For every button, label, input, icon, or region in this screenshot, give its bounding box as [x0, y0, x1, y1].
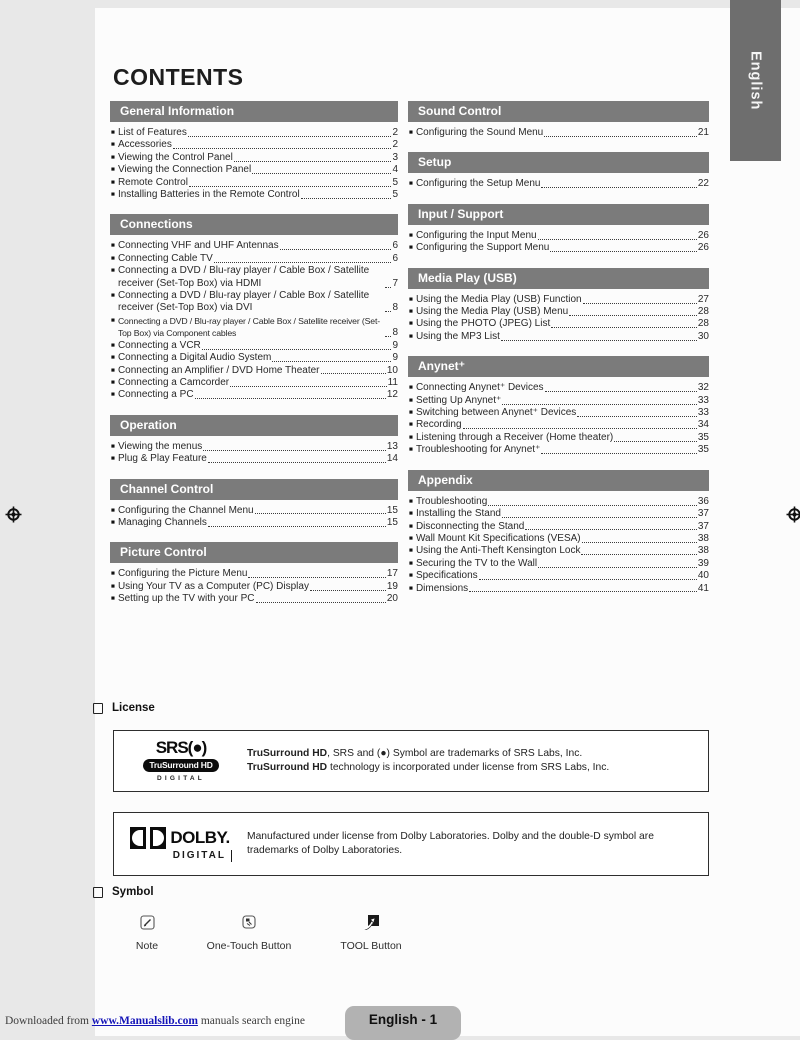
bullet-icon: ■: [409, 421, 413, 429]
toc-entry-title: Securing the TV to the Wall: [415, 557, 538, 569]
symbol-label: One-Touch Button: [206, 940, 292, 952]
manualslib-link[interactable]: www.Manualslib.com: [91, 1015, 198, 1027]
toc-entry-title: Connecting an Amplifier / DVD Home Theater: [117, 364, 320, 376]
dot-leader: [203, 450, 386, 451]
dot-leader: [545, 391, 697, 392]
toc-entry: [408, 127, 709, 139]
toc-entry-title: Specifications: [415, 570, 478, 582]
toc-entry: [110, 253, 398, 265]
dot-leader: [581, 554, 696, 555]
page-number: 37: [697, 508, 709, 520]
dot-leader: [502, 404, 697, 405]
page-number: 28: [697, 318, 709, 330]
section-header: Anynet⁺: [408, 356, 709, 377]
dot-leader: [248, 577, 385, 578]
srs-logo-text: SRS(●): [155, 738, 207, 758]
toc-entry: [408, 583, 709, 595]
toc-entry-title: Configuring the Setup Menu: [415, 178, 541, 190]
toc-entry: [408, 444, 709, 456]
toc-entry: [110, 389, 398, 401]
toc-entry-title: Troubleshooting: [415, 495, 488, 507]
dot-leader: [502, 517, 697, 518]
toc-entry: [408, 230, 709, 242]
dot-leader: [255, 513, 386, 514]
language-tab-label: English: [747, 50, 764, 111]
page-number: 34: [697, 419, 709, 431]
toc-entry: [110, 164, 398, 176]
section-header: Setup: [408, 152, 709, 173]
dot-leader: [525, 529, 697, 530]
srs-line1-bold: TruSurround HD: [247, 747, 328, 759]
page-number: 26: [697, 229, 709, 241]
dolby-digital-label: DIGITAL: [173, 850, 232, 862]
dot-leader: [214, 262, 392, 263]
page-number: 38: [697, 532, 709, 544]
toc-entry-title: Viewing the menus: [117, 440, 203, 452]
section-header: Connections: [110, 214, 398, 235]
toc-entry-title: Connecting a Digital Audio System: [117, 352, 272, 364]
toc-entry: [110, 441, 398, 453]
dot-leader: [614, 441, 697, 442]
page-number: 15: [386, 516, 398, 528]
section-header: Appendix: [408, 470, 709, 491]
bullet-icon: ■: [111, 242, 115, 250]
toc-entry: [110, 127, 398, 139]
toc-entry: [408, 521, 709, 533]
page-number: 2: [392, 139, 398, 151]
toc-entry: [408, 407, 709, 419]
toc-section: [408, 356, 709, 456]
dot-leader: [479, 579, 697, 580]
toc-entry: [110, 189, 398, 201]
toc-entry-title: Connecting Anynet⁺ Devices: [415, 382, 544, 394]
toc-entry-title: Connecting a DVD / Blu-ray player / Cable Box / Satellite receiver (Set-Top Box) via HDMI: [117, 265, 370, 289]
symbol-heading: [93, 886, 154, 898]
section-header: Picture Control: [110, 542, 398, 563]
toc-entry-title: Setting Up Anynet⁺: [415, 394, 502, 406]
page-number: 27: [697, 293, 709, 305]
toc-section: [408, 204, 709, 255]
toc-entry-title: Troubleshooting for Anynet⁺: [415, 444, 541, 456]
watermark: [5, 1015, 305, 1027]
dot-leader: [272, 361, 391, 362]
bullet-icon: ■: [409, 497, 413, 505]
toc-entry: [110, 505, 398, 517]
dot-leader: [550, 251, 697, 252]
dot-leader: [463, 428, 697, 429]
toc-entry: [110, 377, 398, 389]
page-number: 3: [392, 151, 398, 163]
toc-entry-title: Connecting VHF and UHF Antennas: [117, 240, 279, 252]
page-number: 35: [697, 431, 709, 443]
toc-entry: [110, 152, 398, 164]
page-number: 6: [392, 252, 398, 264]
dot-leader: [256, 602, 386, 603]
toc-entry-title: Plug & Play Feature: [117, 453, 207, 465]
dot-leader: [569, 315, 697, 316]
page-number: 8: [392, 302, 398, 314]
page-number: 26: [697, 242, 709, 254]
registration-mark-icon: [5, 506, 22, 523]
bullet-icon: ■: [409, 332, 413, 340]
toc-entry-title: Using the MP3 List: [415, 330, 500, 342]
toc-entry-title: Connecting a Camcorder: [117, 376, 230, 388]
toc-entry: [110, 315, 398, 340]
page-number: 5: [392, 176, 398, 188]
toc-entry: [408, 382, 709, 394]
toc-entry: [110, 581, 398, 593]
page-number: 35: [697, 444, 709, 456]
page-number-label: English - 1: [368, 1012, 438, 1027]
toc-entry: [408, 178, 709, 190]
symbol-item-tool: [318, 914, 424, 952]
section-header: Input / Support: [408, 204, 709, 225]
section-header: Channel Control: [110, 479, 398, 500]
page-number: 32: [697, 382, 709, 394]
tool-icon: [363, 914, 380, 930]
bullet-icon: ■: [111, 267, 115, 275]
page-number: 21: [697, 127, 709, 138]
page-number: 39: [697, 557, 709, 569]
dolby-license-box: [113, 812, 709, 876]
watermark-suffix: manuals search engine: [197, 1015, 305, 1027]
dolby-logo-text: DOLBY.: [170, 827, 230, 847]
bullet-icon: ■: [111, 292, 115, 300]
page-number: 7: [392, 277, 398, 289]
page-number: 12: [386, 389, 398, 401]
toc-entry-title: Accessories: [117, 139, 172, 151]
page-number: 2: [392, 127, 398, 138]
page-number: 9: [392, 339, 398, 351]
toc-entry-title: Recording: [415, 419, 462, 431]
page-number: 36: [697, 495, 709, 507]
bullet-icon: ■: [409, 433, 413, 441]
toc-entry: [408, 508, 709, 520]
bullet-icon: ■: [111, 178, 115, 186]
dot-leader: [469, 591, 697, 592]
one-touch-icon: [242, 914, 256, 930]
bullet-icon: ■: [409, 320, 413, 328]
toc-section: [110, 479, 398, 530]
toc-section: [110, 415, 398, 466]
toc-section: [408, 268, 709, 344]
dot-leader: [541, 453, 697, 454]
dot-leader: [252, 173, 391, 174]
dolby-license-text: Manufactured under license from Dolby Laboratories. Dolby and the double-D symbol are trademarks of Dolby Laboratories.: [247, 830, 654, 856]
page-number: 17: [386, 568, 398, 580]
toc-entry-title: Using the Media Play (USB) Menu: [415, 306, 569, 318]
page-number: 22: [697, 178, 709, 190]
toc-entry-title: Viewing the Connection Panel: [117, 164, 252, 176]
bullet-icon: ■: [111, 316, 115, 324]
dot-leader: [173, 148, 392, 149]
dot-leader: [280, 249, 392, 250]
section-header: Media Play (USB): [408, 268, 709, 289]
dot-leader: [321, 373, 386, 374]
dot-leader: [195, 398, 386, 399]
bullet-icon: ■: [409, 534, 413, 542]
symbol-item-note: [118, 914, 176, 952]
page-number: 40: [697, 570, 709, 582]
bullet-icon: ■: [409, 295, 413, 303]
dot-leader: [538, 567, 697, 568]
srs-license-text: [247, 747, 708, 776]
toc-entry-title: Disconnecting the Stand: [415, 520, 525, 532]
toc-entry-title: Configuring the Support Menu: [415, 242, 550, 254]
dot-leader: [310, 590, 386, 591]
toc-entry: [408, 318, 709, 330]
dot-leader: [208, 526, 386, 527]
toc-entry-title: Using the Media Play (USB) Function: [415, 293, 582, 305]
toc-section: [408, 152, 709, 190]
dolby-double-d-icon: [130, 827, 167, 849]
bullet-icon: ■: [111, 570, 115, 578]
toc-entry: [408, 395, 709, 407]
toc-entry: [408, 558, 709, 570]
bullet-icon: ■: [409, 409, 413, 417]
toc-entry-title: Configuring the Channel Menu: [117, 504, 254, 516]
page-number: 33: [697, 407, 709, 419]
toc-entry-title: Viewing the Control Panel: [117, 151, 233, 163]
bullet-icon: ■: [409, 510, 413, 518]
toc-entry: [110, 453, 398, 465]
toc-entry-title: List of Features: [117, 127, 187, 138]
toc-entry: [110, 139, 398, 151]
toc-entry-title: Wall Mount Kit Specifications (VESA): [415, 532, 581, 544]
toc-entry: [110, 352, 398, 364]
dot-leader: [501, 340, 697, 341]
srs-trusurround-logo: [130, 740, 232, 782]
page-title: CONTENTS: [113, 64, 244, 90]
bullet-icon: ■: [409, 384, 413, 392]
page-number: 10: [386, 364, 398, 376]
toc-entry: [110, 265, 398, 290]
page-number-badge: [345, 1006, 461, 1040]
page-number: 41: [697, 582, 709, 594]
toc-entry-title: Switching between Anynet⁺ Devices: [415, 407, 577, 419]
bullet-icon: ■: [111, 595, 115, 603]
dot-leader: [385, 311, 391, 312]
bullet-icon: ■: [111, 341, 115, 349]
toc-entry-title: Installing the Stand: [415, 508, 501, 520]
toc-section: [110, 101, 398, 201]
symbol-item-one-touch: [188, 914, 310, 952]
toc-entry-title: Installing Batteries in the Remote Control: [117, 189, 300, 201]
toc-entry-title: Using the Anti-Theft Kensington Lock: [415, 545, 581, 557]
toc-entry-title: Configuring the Input Menu: [415, 229, 537, 241]
bullet-icon: ■: [111, 378, 115, 386]
bullet-icon: ■: [111, 153, 115, 161]
toc-entry: [110, 240, 398, 252]
symbol-label: TOOL Button: [340, 940, 402, 952]
srs-logo-digital-label: DIGITAL: [157, 774, 205, 782]
toc-entry: [408, 432, 709, 444]
license-heading: [93, 702, 155, 714]
bullet-icon: ■: [111, 354, 115, 362]
page-number: 4: [392, 164, 398, 176]
bullet-icon: ■: [409, 547, 413, 555]
toc-entry-title: Configuring the Picture Menu: [117, 568, 248, 580]
toc-section: [110, 542, 398, 605]
toc-entry: [408, 419, 709, 431]
bullet-icon: ■: [409, 308, 413, 316]
toc-entry-title: Connecting a DVD / Blu-ray player / Cable Box / Satellite receiver (Set-Top Box) via DVI: [117, 290, 370, 314]
dot-leader: [202, 349, 392, 350]
bullet-icon: ■: [409, 231, 413, 239]
symbol-label: Note: [135, 940, 159, 952]
toc-section: [110, 214, 398, 401]
bullet-icon: ■: [111, 391, 115, 399]
bullet-icon: ■: [409, 129, 413, 136]
bullet-icon: ■: [111, 254, 115, 262]
page-number: 38: [697, 545, 709, 557]
toc-entry: [408, 570, 709, 582]
checkbox-icon: [93, 887, 103, 898]
checkbox-icon: [93, 703, 103, 714]
watermark-prefix: Downloaded from: [5, 1015, 92, 1027]
bullet-icon: ■: [409, 559, 413, 567]
bullet-icon: ■: [111, 129, 115, 136]
page-number: 15: [386, 504, 398, 516]
toc-entry: [110, 290, 398, 315]
dot-leader: [488, 505, 697, 506]
page-number: 9: [392, 352, 398, 364]
toc-entry-title: Remote Control: [117, 176, 188, 188]
dot-leader: [301, 198, 392, 199]
toc-entry-title: Connecting a PC: [117, 389, 194, 401]
bullet-icon: ■: [409, 572, 413, 580]
toc-entry: [408, 331, 709, 343]
bullet-icon: ■: [111, 455, 115, 463]
section-header: General Information: [110, 101, 398, 122]
toc-entry: [110, 593, 398, 605]
toc-entry-title: Listening through a Receiver (Home theater): [415, 431, 614, 443]
toc-entry-title: Configuring the Sound Menu: [415, 127, 544, 138]
registration-mark-icon: [786, 506, 800, 523]
dot-leader: [538, 239, 697, 240]
toc-entry: [408, 294, 709, 306]
toc-entry-title: Connecting a DVD / Blu-ray player / Cable Box / Satellite receiver (Set-Top Box) via Component cables: [117, 315, 380, 339]
dot-leader: [577, 416, 697, 417]
toc-entry-title: Managing Channels: [117, 516, 207, 528]
bullet-icon: ■: [409, 244, 413, 252]
toc-entry-title: Setting up the TV with your PC: [117, 593, 255, 605]
toc-column: [110, 101, 398, 619]
page-number: 13: [386, 440, 398, 452]
language-tab: [730, 0, 781, 161]
dot-leader: [385, 287, 391, 288]
note-icon: [140, 914, 155, 930]
dot-leader: [583, 303, 697, 304]
toc-entry: [408, 306, 709, 318]
toc-entry: [110, 365, 398, 377]
dot-leader: [582, 542, 697, 543]
dot-leader: [385, 336, 391, 337]
license-heading-label: License: [112, 702, 155, 714]
page-number: 20: [386, 593, 398, 605]
toc-entry-title: Dimensions: [415, 582, 469, 594]
toc-entry-title: Using Your TV as a Computer (PC) Display: [117, 580, 309, 592]
page-number: 5: [392, 189, 398, 201]
srs-line2-rest: technology is incorporated under license from SRS Labs, Inc.: [327, 762, 610, 773]
page-number: 11: [387, 376, 398, 388]
symbol-heading-label: Symbol: [112, 886, 154, 898]
srs-line1-rest: , SRS and (●) Symbol are trademarks of SRS Labs, Inc.: [327, 747, 583, 759]
toc-entry-title: Connecting Cable TV: [117, 252, 213, 264]
page-number: 30: [697, 330, 709, 342]
bullet-icon: ■: [409, 584, 413, 592]
toc-entry-title: Connecting a VCR: [117, 339, 201, 351]
dot-leader: [230, 386, 387, 387]
dot-leader: [551, 327, 697, 328]
toc-entry: [408, 545, 709, 557]
bullet-icon: ■: [111, 366, 115, 374]
bullet-icon: ■: [409, 446, 413, 454]
toc-entry-title: Using the PHOTO (JPEG) List: [415, 318, 551, 330]
toc-entry: [110, 568, 398, 580]
toc-entry: [110, 340, 398, 352]
dot-leader: [189, 186, 391, 187]
section-header: Sound Control: [408, 101, 709, 122]
srs-logo-badge: TruSurround HD: [143, 759, 218, 773]
srs-line2-bold: TruSurround HD: [247, 762, 328, 773]
bullet-icon: ■: [409, 396, 413, 404]
bullet-icon: ■: [409, 522, 413, 530]
toc-entry: [408, 496, 709, 508]
page-number: 19: [386, 580, 398, 592]
dot-leader: [234, 161, 392, 162]
toc-column: [408, 101, 709, 608]
dolby-digital-logo: [128, 827, 232, 862]
toc-section: [408, 470, 709, 595]
section-header: Operation: [110, 415, 398, 436]
srs-license-box: [113, 730, 709, 792]
symbol-legend: [118, 914, 424, 952]
dot-leader: [541, 187, 696, 188]
bullet-icon: ■: [111, 166, 115, 174]
bullet-icon: ■: [111, 442, 115, 450]
toc-entry: [408, 242, 709, 254]
page-number: 6: [392, 240, 398, 252]
bullet-icon: ■: [111, 506, 115, 514]
dot-leader: [188, 136, 392, 137]
toc-section: [408, 101, 709, 139]
bullet-icon: ■: [111, 582, 115, 590]
page-number: 37: [697, 520, 709, 532]
dot-leader: [544, 136, 697, 137]
page-number: 33: [697, 394, 709, 406]
bullet-icon: ■: [111, 191, 115, 199]
toc-entry: [110, 177, 398, 189]
page-number: 14: [386, 453, 398, 465]
dot-leader: [208, 462, 386, 463]
toc-entry: [408, 533, 709, 545]
bullet-icon: ■: [111, 518, 115, 526]
toc-entry: [110, 517, 398, 529]
bullet-icon: ■: [409, 180, 413, 188]
page-number: 8: [392, 327, 398, 339]
page-number: 28: [697, 306, 709, 318]
bullet-icon: ■: [111, 141, 115, 149]
